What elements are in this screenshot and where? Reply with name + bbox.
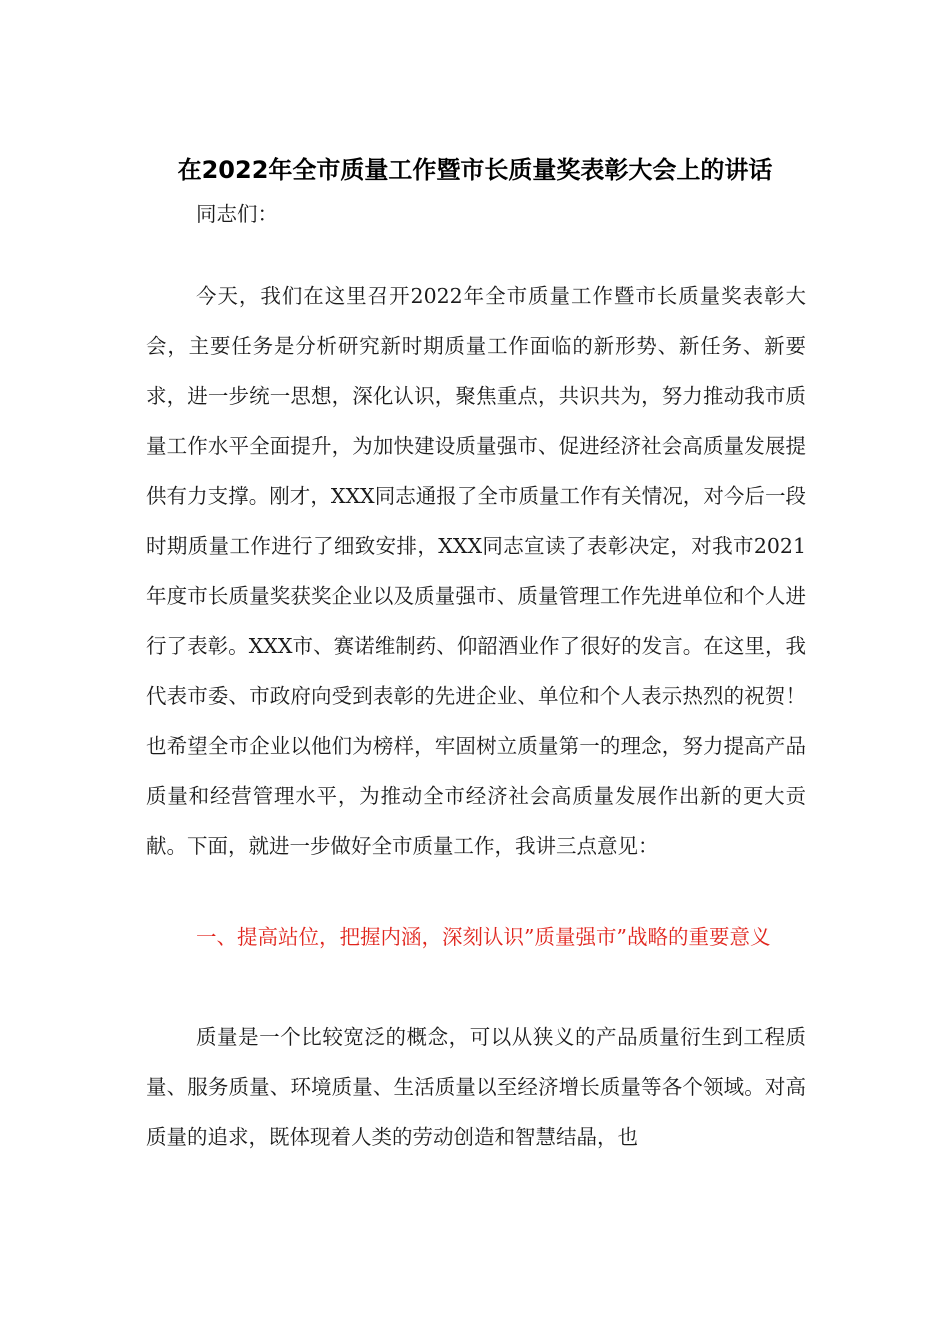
greeting-paragraph: 同志们： <box>196 202 278 226</box>
document-title: 在2022年全市质量工作暨市长质量奖表彰大会上的讲话 <box>177 156 773 184</box>
section-heading: 一、提高站位，把握内涵，深刻认识”质量强市”战略的重要意义 <box>196 925 771 949</box>
opening-paragraph: 今天，我们在这里召开2022年全市质量工作暨市长质量奖表彰大会，主要任务是分析研究新时期质量工作面临的新形势、新任务、新要求，进一步统一思想，深化认识，聚焦重点，共识共为，努力推动我市质量工作水平全面提升，为加快建设质量强市、促进经济社会高质量发展提供有力支撑。刚才，XXX同志通报了全市质量工作有关情况，对今后一段时期质量工作进行了细致安排，XXX同志宣读了表彰决定，对我市2021年度市长质量奖获奖企业以及质量强市、质量管理工作先进单位和个人进行了表彰。XXX市、赛诺维制药、仰韶酒业作了很好的发言。在这里，我代表市委、市政府向受到表彰的先进企业、单位和个人表示热烈的祝贺！也希望全市企业以他们为榜样，牢固树立质量第一的理念，努力提高产品质量和经营管理水平，为推动全市经济社会高质量发展作出新的更大贡献。下面，就进一步做好全市质量工作，我讲三点意见： <box>146 284 806 858</box>
section-body-paragraph: 质量是一个比较宽泛的概念，可以从狭义的产品质量衍生到工程质量、服务质量、环境质量、生活质量以至经济增长质量等各个领域。对高质量的追求，既体现着人类的劳动创造和智慧结晶，也 <box>146 1025 806 1149</box>
